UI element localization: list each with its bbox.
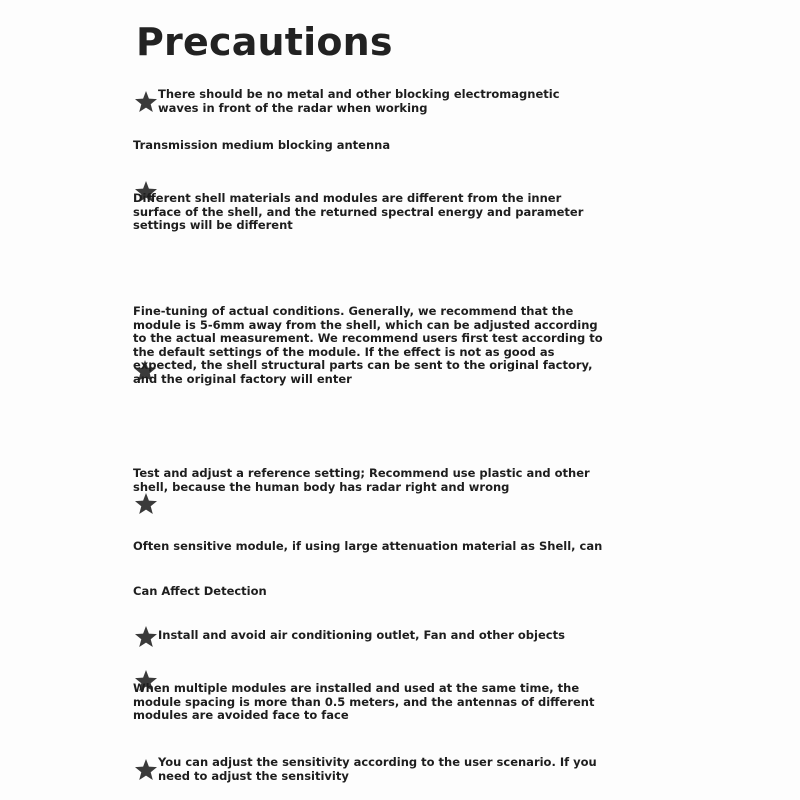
precaution-text: Can Affect Detection	[133, 584, 267, 598]
star-icon	[134, 493, 158, 515]
page-title: Precautions	[136, 20, 393, 64]
star-icon	[134, 626, 158, 648]
precaution-text: There should be no metal and other blocking electromagnetic waves in front of the radar when working	[158, 87, 560, 115]
precaution-text: Fine-tuning of actual conditions. Generally, we recommend that the module is 5-6mm away from the shell, which can be adjusted according to the actual measurement. We recommend users first test according to the default settings of the module. If the effect is not as good as expected, the shell structural parts can be sent to the original factory, and the original factory will enter	[133, 304, 603, 386]
precaution-text: Test and adjust a reference setting; Recommend use plastic and other shell, because the human body has radar right and wrong	[133, 466, 590, 494]
precaution-text: When multiple modules are installed and used at the same time, the module spacing is more than 0.5 meters, and the antennas of different modules are avoided face to face	[133, 681, 595, 723]
precaution-text: Install and avoid air conditioning outlet, Fan and other objects	[158, 628, 565, 642]
precaution-text: Different shell materials and modules are different from the inner surface of the shell, and the returned spectral energy and parameter settings will be different	[133, 191, 584, 233]
star-icon	[134, 91, 158, 113]
star-icon	[134, 759, 158, 781]
precaution-text: Transmission medium blocking antenna	[133, 138, 391, 152]
precaution-text: Often sensitive module, if using large attenuation material as Shell, can	[133, 539, 603, 553]
precaution-text: You can adjust the sensitivity according to the user scenario. If you need to adjust the sensitivity	[158, 755, 597, 783]
